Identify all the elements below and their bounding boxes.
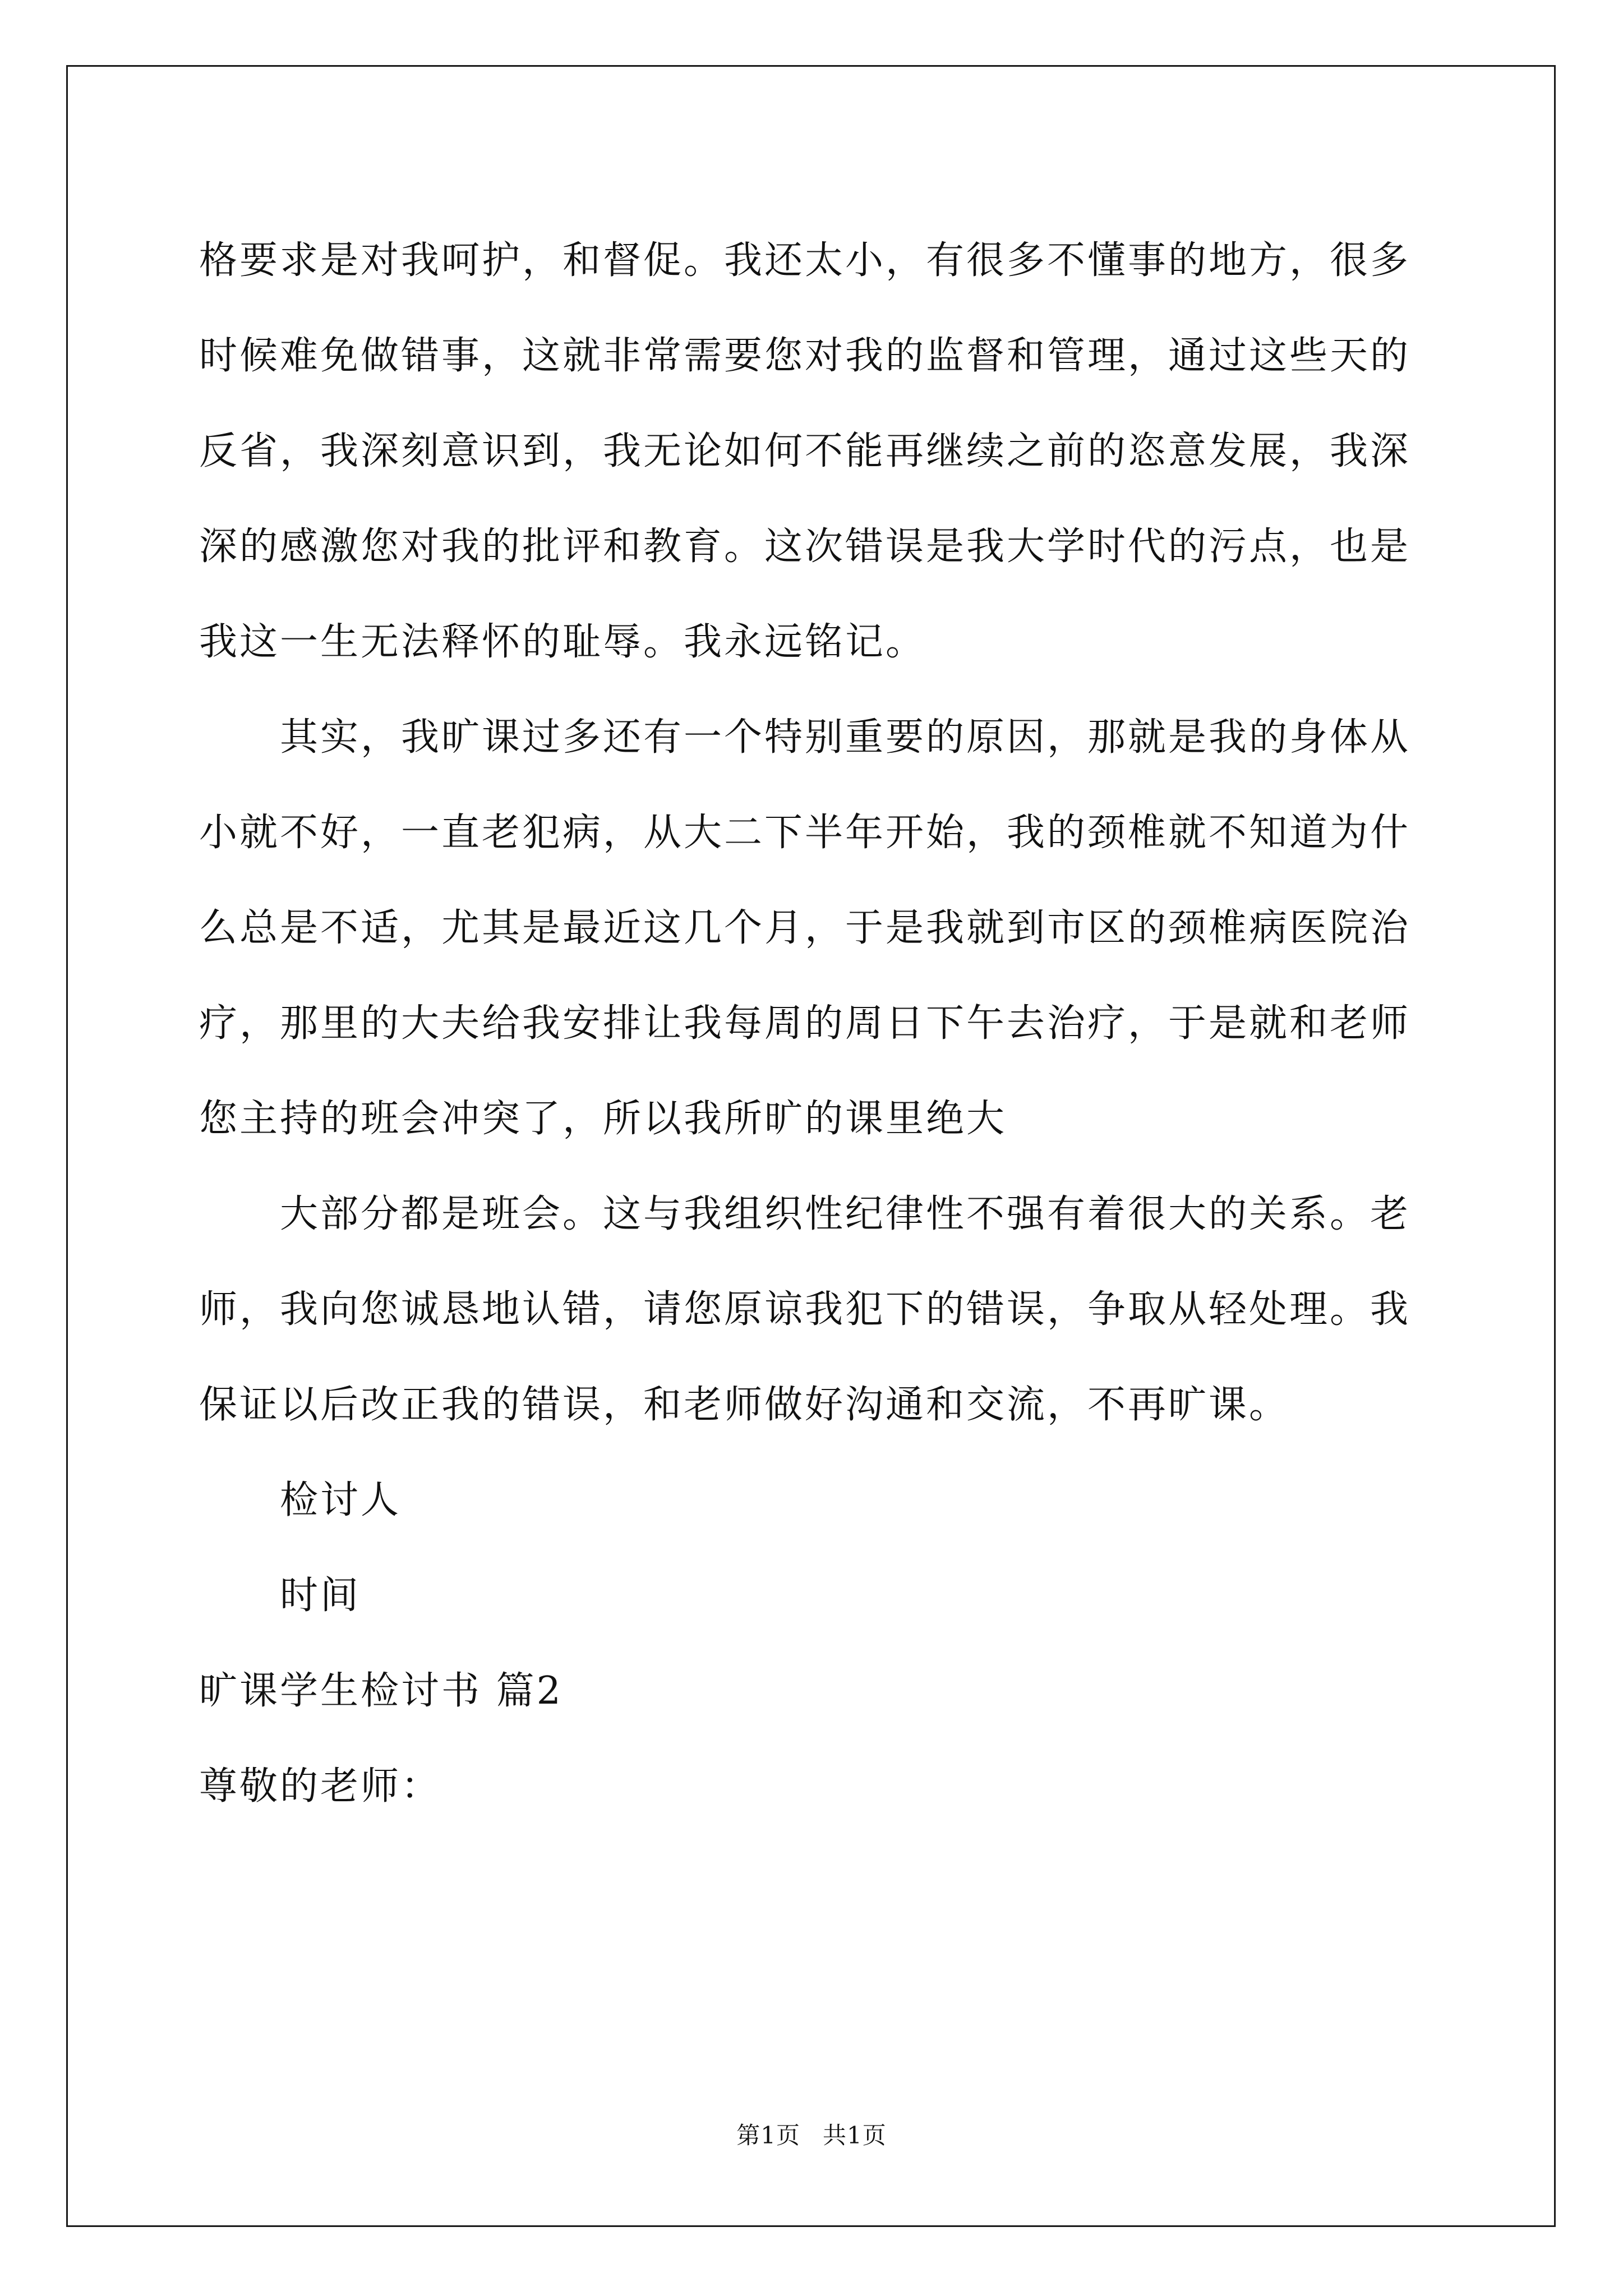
page-number: 第1页	[736, 2122, 800, 2149]
date-label: 时间	[280, 1573, 361, 1618]
page-footer	[0, 2119, 1623, 2152]
page-total: 共1页	[823, 2122, 887, 2149]
paragraph-continued-letter: 格要求是对我呵护，和督促。我还太小，有很多不懂事的地方，很多时候难免做错事，这就非常需要您对我的监督和管理，通过这些天的反省，我深刻意识到，我无论如何不能再继续之前的恣意发展，我深深的感激您对我的批评和教育。这次错误是我大学时代的污点，也是我这一生无法释怀的耻辱。我永远铭记。	[199, 238, 1411, 664]
paragraph-absence-reason: 其实，我旷课过多还有一个特别重要的原因，那就是我的身体从小就不好，一直老犯病，从大二下半年开始，我的颈椎就不知道为什么总是不适，尤其是最近这几个月，于是我就到市区的颈椎病医院治疗，那里的大夫给我安排让我每周的周日下午去治疗，于是就和老师您主持的班会冲突了，所以我所旷的课里绝大	[199, 715, 1411, 1141]
salutation: 尊敬的老师：	[199, 1764, 442, 1809]
section-heading: 旷课学生检讨书 篇2	[199, 1669, 563, 1713]
document-body	[199, 213, 1427, 1834]
paragraph-apology: 大部分都是班会。这与我组织性纪律性不强有着很大的关系。老师，我向您诚恳地认错，请您原谅我犯下的错误，争取从轻处理。我保证以后改正我的错误，和老师做好沟通和交流，不再旷课。	[199, 1192, 1411, 1427]
signature-label: 检讨人	[280, 1478, 402, 1522]
